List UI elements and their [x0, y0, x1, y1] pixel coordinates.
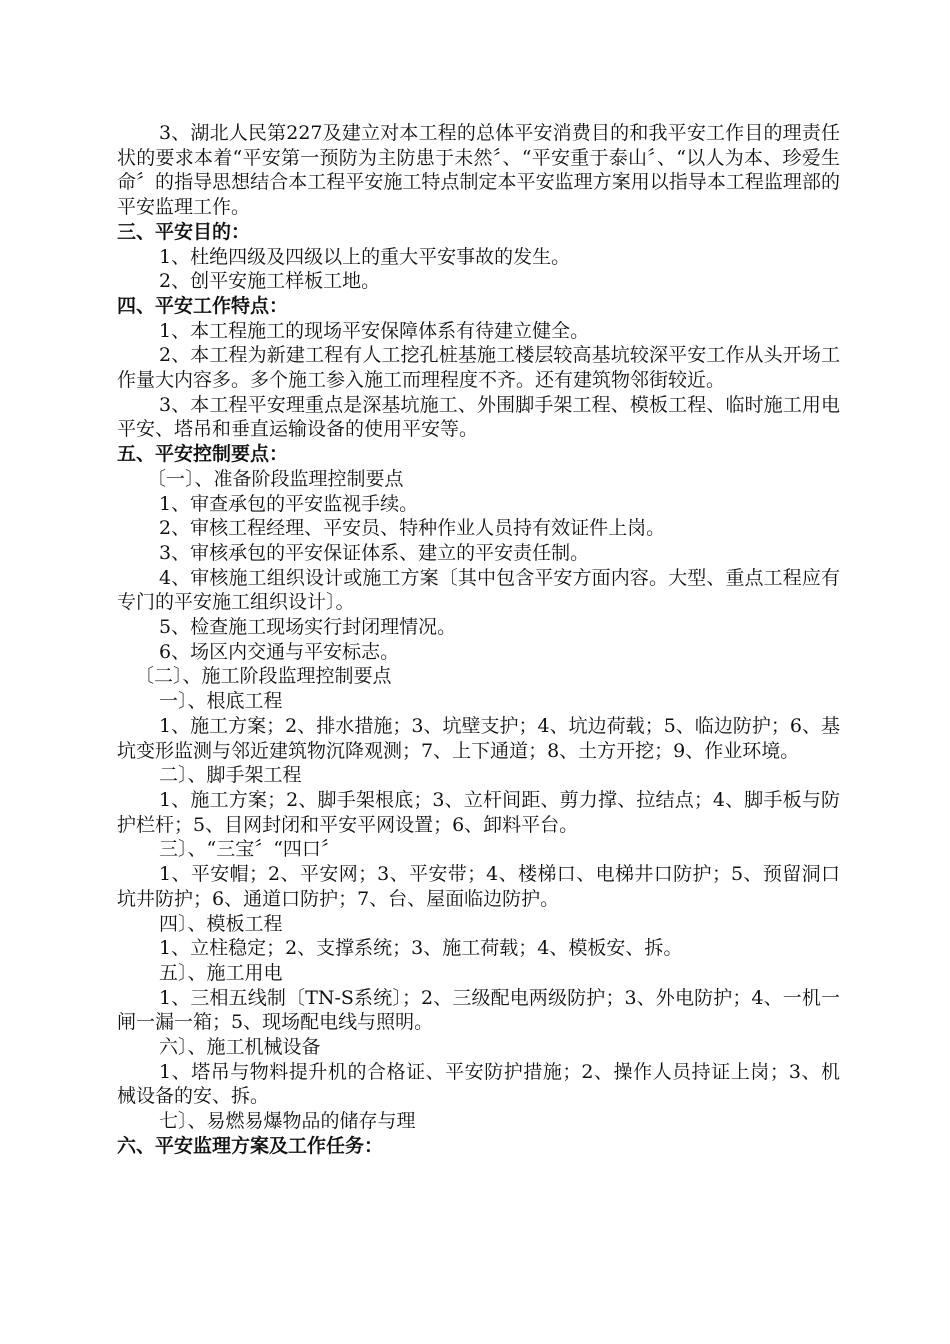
- group-title-formwork: 四〕、模板工程: [159, 912, 283, 935]
- section-heading-supervision-plan: 六、平安监理方案及工作任务：: [117, 1134, 384, 1157]
- list-item: 2、创平安施工样板工地。: [159, 270, 381, 293]
- document-page: [117, 121, 840, 1159]
- list-item: 5、检查施工现场实行封闭理情况。: [159, 616, 457, 639]
- group-title-machinery: 六〕、施工机械设备: [159, 1036, 321, 1059]
- section-heading-control-points: 五、平安控制要点：: [117, 443, 289, 466]
- section-heading-safety-goals: 三、平安目的：: [117, 220, 251, 243]
- list-item: 4、审核施工组织设计或施工方案〔其中包含平安方面内容。大型、重点工程应有专门的平安施工组织设计〕。: [117, 566, 840, 614]
- list-item: 3、审核承包的平安保证体系、建立的平安责任制。: [159, 541, 590, 564]
- group-title-foundation: 一〕、根底工程: [159, 690, 283, 713]
- group-text: 1、立柱稳定；2、支撑系统；3、施工荷载；4、模板安、拆。: [159, 937, 683, 960]
- group-text: 1、施工方案；2、脚手架根底；3、立杆间距、剪力撑、拉结点；4、脚手板与防护栏杆；5、目网封闭和平安平网设置；6、卸料平台。: [117, 788, 840, 836]
- group-title-flammables: 七〕、易燃易爆物品的储存与理: [159, 1110, 416, 1133]
- list-item: 1、本工程施工的现场平安保障体系有待建立健全。: [159, 319, 590, 342]
- section-heading-work-features: 四、平安工作特点：: [117, 294, 289, 317]
- intro-paragraph: 3、湖北人民第227及建立对本工程的总体平安消费目的和我平安工作目的理责任状的要求本着“平安第一预防为主防患于未然〞、“平安重于泰山〞、“以人为本、珍爱生命〞的指导思想结合本工程平安施工特点制定本平安监理方案用以指导本工程监理部的平安监理工作。: [117, 122, 840, 219]
- group-text: 1、三相五线制〔TN-S系统〕；2、三级配电两级防护；3、外电防护；4、一机一闸一漏一箱；5、现场配电线与照明。: [117, 986, 840, 1034]
- subsection-title-construction: 〔二〕、施工阶段监理控制要点: [135, 665, 392, 688]
- group-text: 1、施工方案；2、排水措施；3、坑壁支护；4、坑边荷载；5、临边防护；6、基坑变形监测与邻近建筑物沉降观测；7、上下通道；8、土方开挖；9、作业环境。: [117, 714, 840, 762]
- list-item: 1、审查承包的平安监视手续。: [159, 492, 419, 515]
- group-title-three-treasures: 三〕、“三宝〞“四口〞: [159, 838, 340, 861]
- list-item: 6、场区内交通与平安标志。: [159, 640, 400, 663]
- list-item: 1、杜绝四级及四级以上的重大平安事故的发生。: [159, 245, 571, 268]
- list-item: 2、审核工程经理、平安员、特种作业人员持有效证件上岗。: [159, 517, 666, 540]
- list-item: 3、本工程平安理重点是深基坑施工、外围脚手架工程、模板工程、临时施工用电平安、塔吊和垂直运输设备的使用平安等。: [117, 393, 840, 441]
- group-text: 1、塔吊与物料提升机的合格证、平安防护措施；2、操作人员持证上岗；3、机械设备的安、拆。: [117, 1060, 840, 1108]
- group-title-electricity: 五〕、施工用电: [159, 961, 283, 984]
- group-text: 1、平安帽；2、平安网；3、平安带；4、楼梯口、电梯井口防护；5、预留洞口坑井防护；6、通道口防护；7、台、屋面临边防护。: [117, 863, 840, 910]
- group-title-scaffolding: 二〕、脚手架工程: [159, 764, 302, 787]
- list-item: 2、本工程为新建工程有人工挖孔桩基施工楼层较高基坑较深平安工作从头开场工作量大内容多。多个施工参入施工而理程度不齐。还有建筑物邻街较近。: [117, 344, 840, 392]
- subsection-title-preparation: 〔一〕、准备阶段监理控制要点: [147, 467, 404, 490]
